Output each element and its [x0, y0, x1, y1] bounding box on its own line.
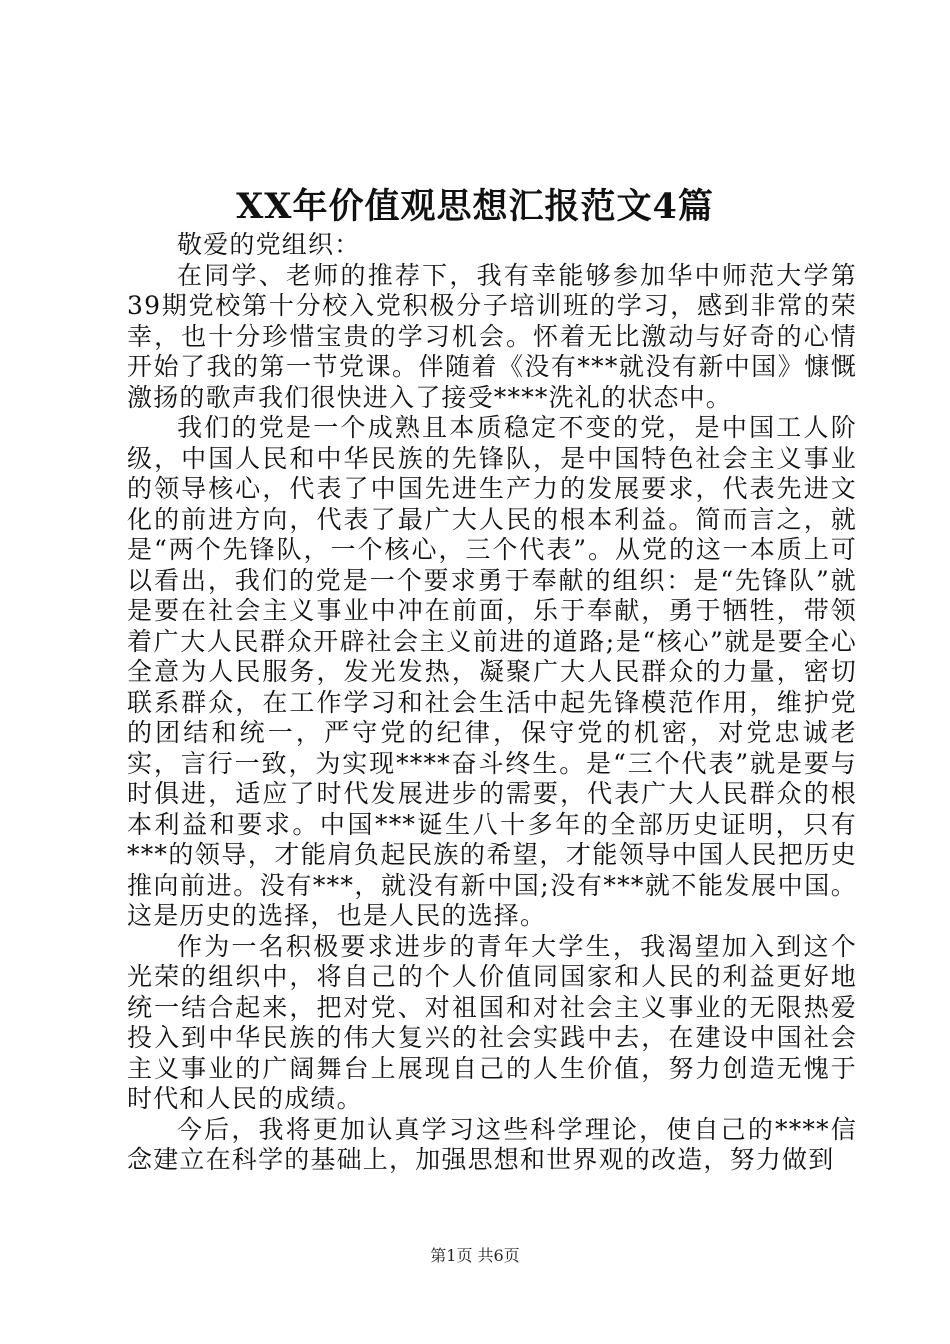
paragraph-1: 在同学、老师的推荐下，我有幸能够参加华中师范大学第39期党校第十分校入党积极分子培训班的学习，感到非常的荣幸，也十分珍惜宝贵的学习机会。怀着无比激动与好奇的心情开始了我的第一节党课。伴随着《没有***就没有新中国》慷慨激扬的歌声我们很快进入了接受****洗礼的状态中。 [127, 260, 857, 412]
document-body [127, 230, 857, 1176]
paragraph-2: 我们的党是一个成熟且本质稳定不变的党，是中国工人阶级，中国人民和中华民族的先锋队，是中国特色社会主义事业的领导核心，代表了中国先进生产力的发展要求，代表先进文化的前进方向，代表了最广大人民的根本利益。简而言之，就是“两个先锋队，一个核心，三个代表”。从党的这一本质上可以看出，我们的党是一个要求勇于奉献的组织：是“先锋队”就是要在社会主义事业中冲在前面，乐于奉献，勇于牺牲，带领着广大人民群众开辟社会主义前进的道路;是“核心”就是要全心全意为人民服务，发光发热，凝聚广大人民群众的力量，密切联系群众，在工作学习和社会生活中起先锋模范作用，维护党的团结和统一，严守党的纪律，保守党的机密，对党忠诚老实，言行一致，为实现****奋斗终生。是“三个代表”就是要与时俱进，适应了时代发展进步的需要，代表广大人民群众的根本利益和要求。中国***诞生八十多年的全部历史证明，只有***的领导，才能肩负起民族的希望，才能领导中国人民把历史推向前进。没有***，就没有新中国;没有***就不能发展中国。这是历史的选择，也是人民的选择。 [127, 413, 857, 930]
document-title: XX年价值观思想汇报范文4篇 [236, 186, 714, 227]
paragraph-4: 今后，我将更加认真学习这些科学理论，使自己的****信念建立在科学的基础上，加强思想和世界观的改造，努力做到 [127, 1114, 857, 1174]
paragraph-3: 作为一名积极要求进步的青年大学生，我渴望加入到这个光荣的组织中，将自己的个人价值同国家和人民的利益更好地统一结合起来，把对党、对祖国和对社会主义事业的无限热爱投入到中华民族的伟大复兴的社会实践中去，在建设中国社会主义事业的广阔舞台上展现自己的人生价值，努力创造无愧于时代和人民的成绩。 [127, 931, 857, 1113]
page-footer: 第1页 共6页 [430, 1246, 520, 1265]
salutation: 敬爱的党组织： [177, 230, 361, 259]
